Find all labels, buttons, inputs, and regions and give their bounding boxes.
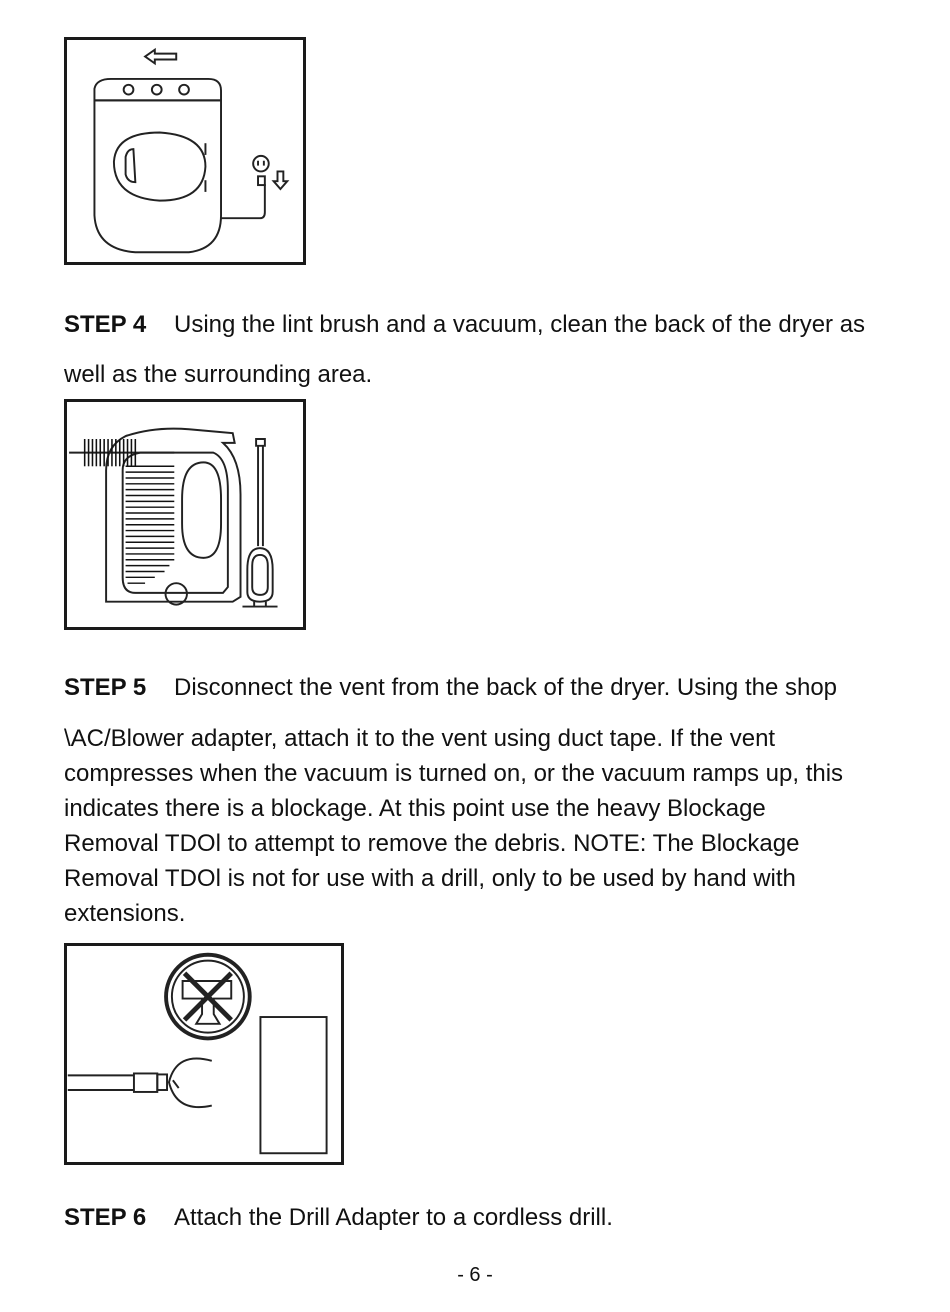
dryer-unplug-illustration (64, 37, 306, 265)
step-5-line: \AC/Blower adapter, attach it to the vent using duct tape. If the vent (64, 725, 776, 752)
step-5-text: Disconnect the vent from the back of the dryer. Using the shop (174, 674, 838, 701)
step-5-body (64, 721, 843, 931)
step-5-line: compresses when the vacuum is turned on, or the vacuum ramps up, this (64, 760, 844, 787)
page-number: - 6 - (457, 1264, 493, 1286)
no-drill-blockage-tool-illustration (64, 943, 344, 1165)
step-4-line: well as the surrounding area. (64, 361, 373, 388)
step-6-text: Attach the Drill Adapter to a cordless drill. (174, 1204, 613, 1231)
no-drill-drawing (67, 946, 341, 1162)
step-5-label: STEP 5 (64, 674, 147, 701)
step-6-heading (64, 1204, 613, 1232)
step-5-line: Removal TDOl to attempt to remove the debris. NOTE: The Blockage (64, 830, 800, 857)
step-5-line: extensions. (64, 900, 186, 927)
step-5-line: indicates there is a blockage. At this point use the heavy Blockage (64, 795, 766, 822)
step-4-label: STEP 4 (64, 311, 147, 338)
step-6-label: STEP 6 (64, 1204, 147, 1231)
dryer-brush-drawing (67, 402, 303, 627)
step-5-line: Removal TDOl is not for use with a drill, only to be used by hand with (64, 865, 796, 892)
step-4-heading (64, 311, 865, 339)
step-4-body (64, 357, 372, 392)
dryer-lint-brush-vacuum-illustration (64, 399, 306, 630)
step-5-heading (64, 674, 837, 702)
dryer-unplug-drawing (67, 40, 303, 262)
step-4-text: Using the lint brush and a vacuum, clean the back of the dryer as (174, 311, 866, 338)
